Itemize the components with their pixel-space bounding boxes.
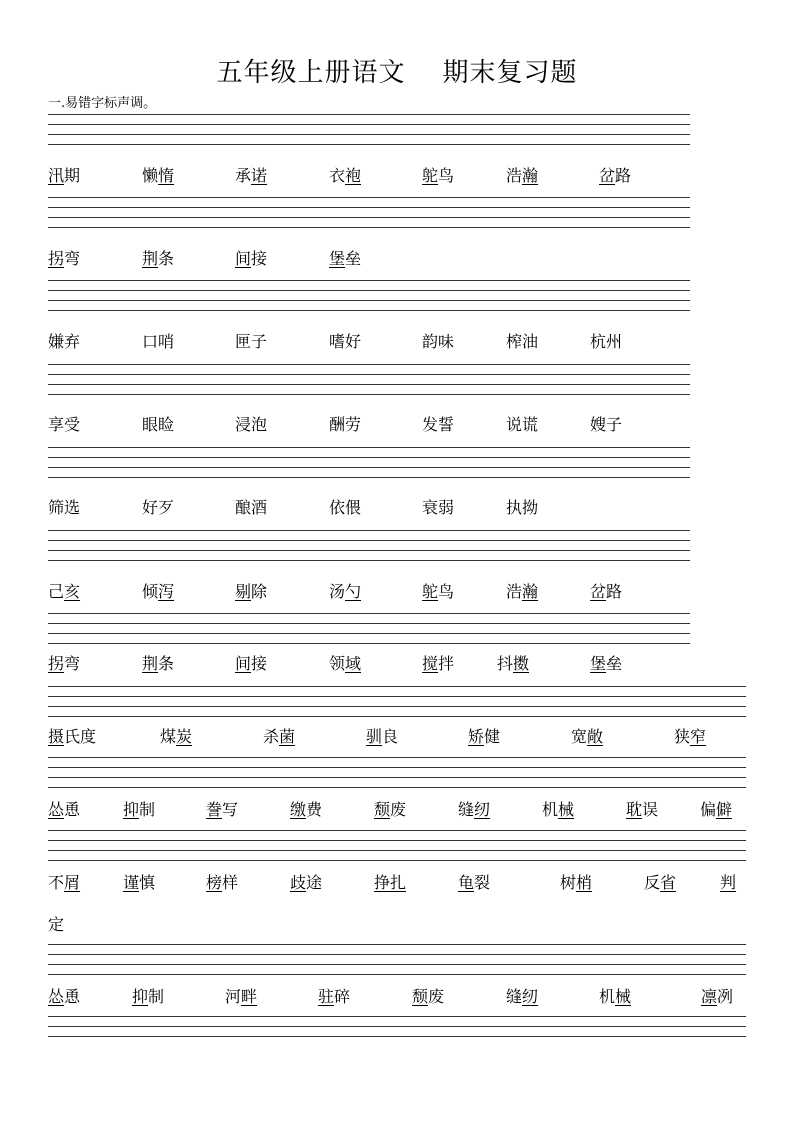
writing-lines [48,1016,746,1046]
vocab-word: 堡垒 [329,249,362,268]
vocab-word: 享受 [48,415,81,434]
vocab-word: 承诺 [235,166,268,185]
writing-lines [48,686,746,726]
vocab-word: 嫌弃 [48,332,81,351]
vocab-word: 发誓 [422,415,455,434]
writing-lines [48,830,746,870]
vocab-word: 判 [720,873,737,892]
vocab-word: 机械 [599,987,632,1006]
vocab-word: 颓废 [412,987,445,1006]
writing-lines [48,197,690,237]
vocab-word: 酬劳 [329,415,362,434]
writing-lines [48,530,690,570]
vocab-word: 树梢 [560,873,593,892]
writing-lines [48,757,746,797]
vocab-word: 驻碎 [318,987,351,1006]
vocab-word: 领域 [329,654,362,673]
vocab-word: 韵味 [422,332,455,351]
vocab-word: 偏僻 [700,800,733,819]
vocab-word: 凛冽 [701,987,734,1006]
vocab-word: 依偎 [329,498,362,517]
vocab-word: 驯良 [366,727,399,746]
vocab-word: 眼睑 [142,415,175,434]
vocab-word: 荆条 [142,654,175,673]
vocab-word: 浸泡 [235,415,268,434]
writing-lines [48,944,746,984]
vocab-word: 榜样 [206,873,239,892]
vocab-word: 堡垒 [590,654,623,673]
section-heading: 一.易错字标声调。 [48,96,157,111]
vocab-word: 剔除 [235,582,268,601]
vocab-word: 拐弯 [48,654,81,673]
vocab-word: 汛期 [48,166,81,185]
vocab-word: 间接 [235,249,268,268]
vocab-word: 嫂子 [590,415,623,434]
vocab-word: 缴费 [290,800,323,819]
vocab-word: 龟裂 [458,873,491,892]
vocab-word: 浩瀚 [506,582,539,601]
vocab-word: 好歹 [142,498,175,517]
vocab-word: 榨油 [506,332,539,351]
vocab-word: 怂恿 [48,800,81,819]
vocab-word: 耽误 [626,800,659,819]
vocab-word: 匣子 [235,332,268,351]
writing-lines [48,364,690,404]
vocab-word: 挣扎 [374,873,407,892]
vocab-word: 煤炭 [160,727,193,746]
vocab-word: 口哨 [142,332,175,351]
vocab-word: 浩瀚 [506,166,539,185]
vocab-word: 鸵鸟 [422,582,455,601]
vocab-word: 说谎 [506,415,539,434]
vocab-word: 酿酒 [235,498,268,517]
continuation-text: 定 [48,915,65,934]
vocab-word: 衰弱 [422,498,455,517]
vocab-word: 宽敞 [571,727,604,746]
vocab-word: 缝纫 [458,800,491,819]
vocab-word: 摄氏度 [48,727,97,746]
vocab-word: 汤勺 [329,582,362,601]
vocab-word: 衣袍 [329,166,362,185]
vocab-word: 河畔 [225,987,258,1006]
vocab-word: 间接 [235,654,268,673]
vocab-word: 杭州 [590,332,623,351]
vocab-word: 歧途 [290,873,323,892]
vocab-word: 杀菌 [263,727,296,746]
vocab-word: 荆条 [142,249,175,268]
vocab-word: 搅拌 [422,654,455,673]
vocab-word: 执拗 [506,498,539,517]
vocab-word: 岔路 [590,582,623,601]
vocab-word: 懒惰 [142,166,175,185]
vocab-word: 机械 [542,800,575,819]
vocab-word: 誊写 [206,800,239,819]
page-title: 五年级上册语文 期末复习题 [216,58,578,88]
vocab-word: 鸵鸟 [422,166,455,185]
vocab-word: 筛选 [48,498,81,517]
vocab-word: 谨慎 [123,873,156,892]
vocab-word: 怂恿 [48,987,81,1006]
writing-lines [48,280,690,320]
vocab-word: 颓废 [374,800,407,819]
vocab-word: 不屑 [48,873,81,892]
vocab-word: 矫健 [468,727,501,746]
vocab-word: 缝纫 [506,987,539,1006]
vocab-word: 岔路 [599,166,632,185]
vocab-word: 抖擞 [497,654,530,673]
vocab-word: 己亥 [48,582,81,601]
vocab-word: 反省 [644,873,677,892]
writing-lines [48,447,690,487]
vocab-word: 抑制 [123,800,156,819]
vocab-word: 抑制 [132,987,165,1006]
writing-lines [48,613,690,653]
vocab-word: 嗜好 [329,332,362,351]
vocab-word: 狭窄 [674,727,707,746]
writing-lines [48,114,690,154]
vocab-word: 倾泻 [142,582,175,601]
vocab-word: 拐弯 [48,249,81,268]
